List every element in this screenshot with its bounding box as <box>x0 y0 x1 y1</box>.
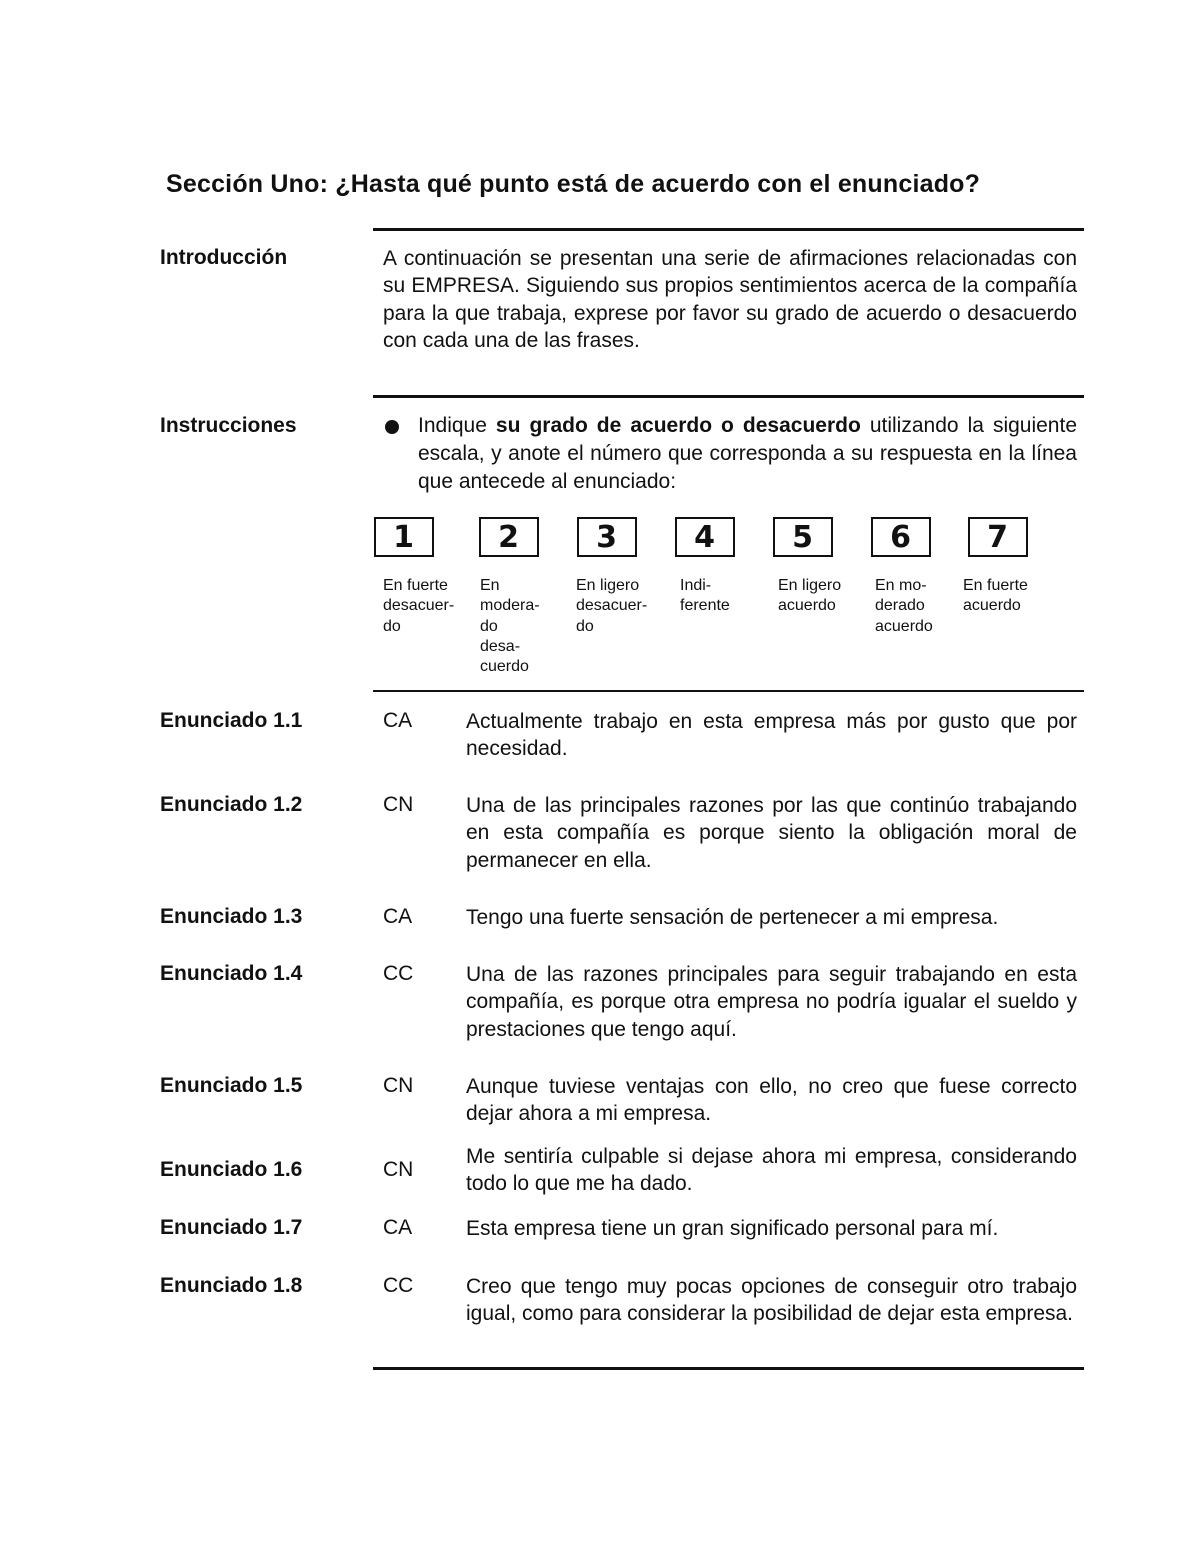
statement-label: Enunciado 1.6 <box>160 1158 303 1181</box>
statement-label: Enunciado 1.5 <box>160 1074 303 1097</box>
introduction-text: A continuación se presentan una serie de afirmaciones relacionadas con su EMPRESA. Siguiendo sus propios sentimientos acerca de la compañía para la que trabaja, exprese por favor su grado de acuerdo o desacuerdo con cada una de las frases. <box>383 247 1077 353</box>
statement-text: Una de las razones principales para seguir trabajando en esta compañía, es porque otra empresa no podría igualar el sueldo y prestaciones que tengo aquí. <box>466 963 1077 1041</box>
instructions-text-emphasis: su grado de acuerdo o desacuerdo <box>495 414 861 437</box>
instructions-text <box>418 412 1077 496</box>
scale-label-4: Indi- ferente <box>680 577 730 615</box>
statement-label: Enunciado 1.1 <box>160 709 303 732</box>
instructions-text-end: utilizando la siguiente escala, y anote el número que corresponda a su respuesta en la línea que antecede al enunciado: <box>418 414 1078 493</box>
statement-code: CN <box>383 793 414 816</box>
top-divider <box>373 228 1084 231</box>
scale-label-3: En ligero desacuer- do <box>576 577 648 635</box>
scale-box-4: 4 <box>675 517 735 557</box>
statement-code: CC <box>383 1274 414 1297</box>
bottom-divider <box>373 1367 1084 1370</box>
scale-label-5: En ligero acuerdo <box>778 577 842 615</box>
bullet-icon <box>385 420 399 434</box>
statement-text: Tengo una fuerte sensación de pertenecer a mi empresa. <box>466 906 999 929</box>
scale-box-2: 2 <box>479 517 539 557</box>
statement-text: Aunque tuviese ventajas con ello, no creo que fuese correcto dejar ahora a mi empresa. <box>466 1075 1077 1126</box>
statement-label: Enunciado 1.7 <box>160 1216 303 1239</box>
scale-box-6: 6 <box>871 517 931 557</box>
scale-label-1: En fuerte desacuer- do <box>383 577 455 635</box>
statement-label: Enunciado 1.2 <box>160 793 303 816</box>
statement-label: Enunciado 1.3 <box>160 905 303 928</box>
scale-box-3: 3 <box>577 517 637 557</box>
statement-text: Una de las principales razones por las que continúo trabajando en esta compañía es porque siento la obligación moral de permanecer en ella. <box>466 794 1077 872</box>
statement-code: CA <box>383 905 413 928</box>
intro-divider <box>373 395 1084 398</box>
statement-code: CA <box>383 709 413 732</box>
instructions-text-start: Indique <box>418 414 496 437</box>
scale-box-5: 5 <box>773 517 833 557</box>
statement-code: CN <box>383 1074 414 1097</box>
statement-text: Actualmente trabajo en esta empresa más por gusto que por necesidad. <box>466 710 1077 761</box>
statement-text: Me sentiría culpable si dejase ahora mi empresa, considerando todo lo que me ha dado. <box>466 1145 1077 1196</box>
statement-text: Creo que tengo muy pocas opciones de conseguir otro trabajo igual, como para considerar la posibilidad de dejar esta empresa. <box>466 1275 1077 1326</box>
scale-label-2: En modera- do desa- cuerdo <box>480 577 540 676</box>
scale-label-7: En fuerte acuerdo <box>963 577 1028 615</box>
scale-divider <box>373 690 1084 692</box>
statement-code: CA <box>383 1216 413 1239</box>
statement-text: Esta empresa tiene un gran significado personal para mí. <box>466 1217 999 1240</box>
scale-box-1: 1 <box>374 517 434 557</box>
statement-code: CC <box>383 962 414 985</box>
statement-code: CN <box>383 1158 414 1181</box>
instructions-label: Instrucciones <box>160 414 297 437</box>
statement-label: Enunciado 1.4 <box>160 962 303 985</box>
page-title: Sección Uno: ¿Hasta qué punto está de acuerdo con el enunciado? <box>166 170 981 198</box>
statement-label: Enunciado 1.8 <box>160 1274 303 1297</box>
scale-box-7: 7 <box>968 517 1028 557</box>
introduction-label: Introducción <box>160 246 288 269</box>
scale-label-6: En mo- derado acuerdo <box>875 577 933 635</box>
